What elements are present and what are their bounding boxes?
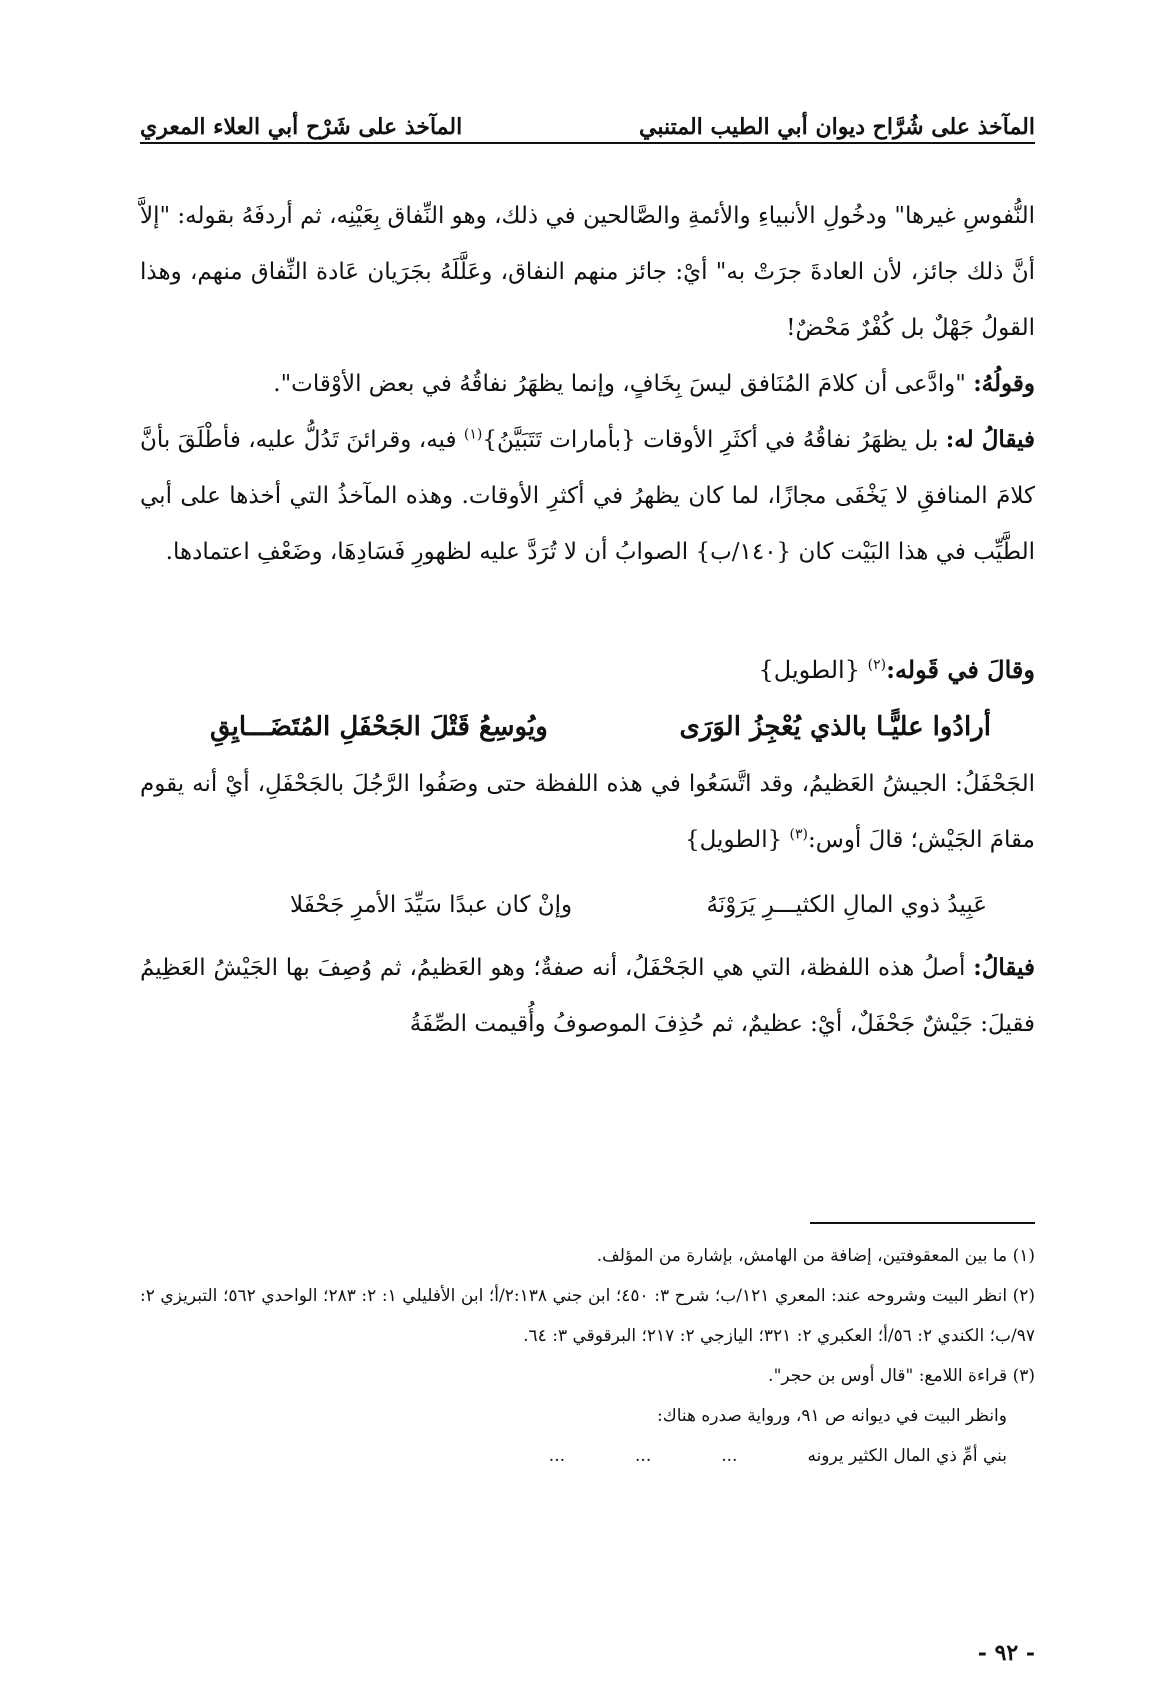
verse-1-second-hemistich: ويُوسِعُ قَتْلَ الجَحْفَلِ المُتَضَـــايِقِ <box>210 712 548 742</box>
paragraph-3 <box>140 412 1035 580</box>
section-2-meter: {الطويل} <box>758 656 868 684</box>
footnote-3-continuation: وانظر البيت في ديوانه ص ٩١، ورواية صدره هناك: <box>656 1406 1007 1426</box>
paragraph-1: النُّفوسِ غيرها" ودخُولِ الأنبياءِ والأئمةِ والصَّالحين في ذلك، وهو النِّفاق بِعَيْنِه، ثم أردفَهُ بقوله: "إلاَّ أنَّ ذلك جائز، لأن العادةَ جرَتْ به" أيْ: جائز منهم النفاق، وعَلَّلَهُ بجَرَيان عَادة النِّفاق منهم، وهذا القولُ جَهْلٌ بل كُفْرٌ مَحْضٌ! <box>139 203 1035 341</box>
section-2-lead: وقالَ في قَوله: <box>886 655 1035 684</box>
footnote-3-verse-text: بني أمِّ ذي المال الكثير يرونه <box>807 1446 1007 1466</box>
footnote-3-ellipsis-1: ... <box>721 1446 738 1466</box>
section-2-intro <box>140 642 1035 698</box>
header-divider <box>140 142 1035 144</box>
footnote-divider <box>810 1222 1035 1224</box>
verse-1-first-hemistich: أرادُوا عليًّـا بالذي يُعْجِزُ الوَرَى <box>679 712 991 742</box>
paragraph-2-text: "وادَّعى أن كلامَ المُنَافق ليسَ بِخَافٍ، وإنما يظهَرُ نفاقُهُ في بعض الأوْقات". <box>273 371 974 397</box>
header-chapter-title: المآخذ على شَرْح أبي العلاء المعري <box>140 114 463 140</box>
main-text <box>140 188 1035 1052</box>
footnote-ref-2[interactable]: (٢) <box>867 657 887 673</box>
paragraph-2-lead: وقولُهُ: <box>973 370 1035 397</box>
verse-2-first-hemistich: عَبِيدُ ذوي المالِ الكثيـــرِ يَرَوْنَهُ <box>706 892 987 918</box>
footnote-3-ellipsis-2: ... <box>635 1446 652 1466</box>
paragraph-4-text: الجَحْفَلُ: الجيشُ العَظيمُ، وقد اتَّسَعُوا في هذه اللفظة حتى وصَفُوا الرَّجُلَ بالجَحْفَلِ، أيْ أنه يقوم مقامَ الجَيْش؛ قالَ أوس: <box>140 771 1035 853</box>
paragraph-2 <box>140 356 1035 412</box>
section-gap <box>140 580 1035 642</box>
page-number: - ٩٢ - <box>977 1640 1035 1666</box>
paragraph-5-text: أصلُ هذه اللفظة، التي هي الجَحْفَلُ، أنه صفةٌ؛ وهو العَظيمُ، ثم وُصِفَ بها الجَيْشُ العَظِيمُ فقيلَ: جَيْشٌ جَحْفَلٌ، أيْ: عظيمٌ، ثم حُذِفَ الموصوفُ وأُقيمت الصِّفَةُ <box>140 955 1035 1037</box>
footnotes <box>140 1236 1035 1476</box>
footnote-3-ellipsis-3: ... <box>548 1446 566 1466</box>
paragraph-3-text-b: فيه، وقرائنَ تَدُلُّ عليه، فأطْلَقَ بأنَّ كلامَ المنافقِ لا يَخْفَى مجازًا، لما كان يظهرُ في أكثرِ الأوقات. وهذه المآخذُ التي أخذها على أبي الطَّيِّب في هذا البَيْت كان {١٤٠/ب} الصوابُ أن لا تُرَدَّ عليه لظهورِ فَسَادِهَا، وضَعْفِ اعتمادها. <box>140 427 1035 565</box>
footnote-3: (٣) قراءة اللامع: "قال أوس بن حجر". <box>768 1366 1035 1386</box>
footnote-ref-1[interactable]: (١) <box>463 426 483 443</box>
footnote-3-verse <box>140 1436 1035 1476</box>
footnote-ref-3[interactable]: (٣) <box>789 826 808 843</box>
verse-2 <box>140 876 1035 934</box>
footnote-2: (٢) انظر البيت وشروحه عند: المعري ١٢١/ب؛ شرح ٣: ٤٥٠؛ ابن جني ٢:١٣٨/أ؛ ابن الأفليلي ١: ٢: ٢٨٣؛ الواحدي ٥٦٢؛ التبريزي ٢: ٩٧/ب؛ الكندي ٢: ٥٦/أ؛ العكبري ٢: ٣٢١؛ اليازجي ٢: ٢١٧؛ البرقوقي ٣: ٦٤. <box>140 1286 1036 1346</box>
verse-2-second-hemistich: وإنْ كان عبدًا سَيِّدَ الأمرِ جَحْفَلا <box>290 892 573 918</box>
paragraph-3-lead: فيقالُ له: <box>945 426 1036 453</box>
paragraph-5-lead: فيقالُ: <box>973 954 1035 981</box>
paragraph-3-text-a: بل يظهَرُ نفاقُهُ في أكثَرِ الأوقات {بأمارات تَتَبَيَّنُ} <box>482 427 946 453</box>
paragraph-4-meter: {الطويل} <box>684 827 790 853</box>
footnote-1: (١) ما بين المعقوفتين، إضافة من الهامش، بإشارة من المؤلف. <box>596 1246 1035 1266</box>
verse-1 <box>140 698 1035 756</box>
paragraph-4 <box>140 756 1035 868</box>
running-header <box>140 96 1035 140</box>
header-book-title: المآخذ على شُرَّاح ديوان أبي الطيب المتنبي <box>639 114 1035 140</box>
paragraph-5 <box>140 940 1035 1052</box>
